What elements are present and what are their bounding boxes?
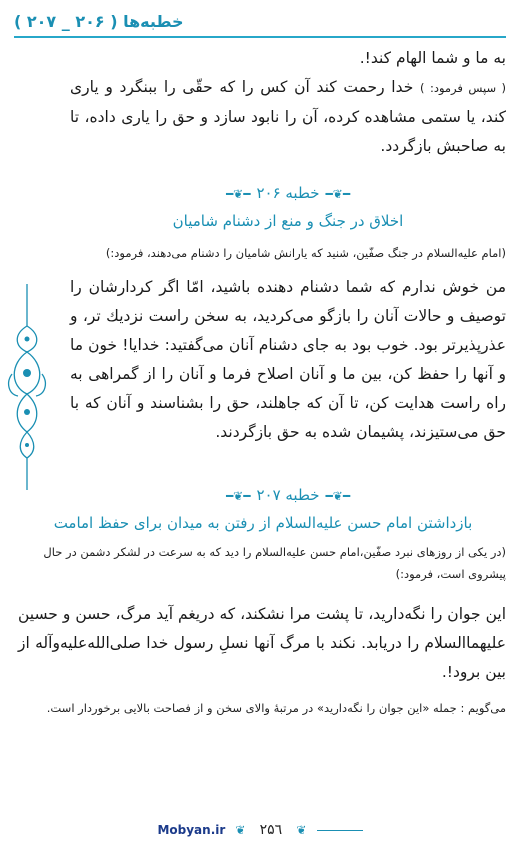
- sermon-206-subtitle: اخلاق در جنگ و منع از دشنام شامیان: [172, 212, 404, 230]
- intro-text: خدا رحمت کند آن کس را که حقّی را ببنگرد و یاری کند، یا ستمی مشاهده کرده، آن را نابود سازد و حق را یاری داده، تا به صاحبش بازگردد.: [70, 78, 506, 155]
- flourish-icon: ━❦━: [225, 489, 251, 503]
- sermon-207-subtitle: بازداشتن امام حسن علیه‌السلام از رفتن به میدان برای حفظ امامت: [53, 514, 473, 532]
- sermon-206-context: (امام علیه‌السلام در جنگ صفّین، شنید که یارانش شامیان را دشنام می‌دهند، فرمود:): [105, 246, 506, 260]
- footer-rule: [317, 830, 363, 831]
- sermon-207-heading-text: خطبه ۲۰۷: [256, 486, 320, 504]
- running-title: خطبه‌ها ( ۲۰۶ _ ۲۰۷ ): [14, 12, 184, 31]
- page-number: ۲۵٦: [259, 822, 283, 838]
- sermon-206-text: من خوش ندارم که شما دشنام دهنده باشید، امّا اگر کردارشان را توصیف و حالات آنان را بازگو می‌کردید، به سخن راست نزدیك تر، و عذرپذیرتر بود. خوب بود به جای دشنام آنان می‌گفتید: خدایا! خون ما و آنها را حفظ کن، بین ما و آنان اصلاح فرما و آنان را از گمراهی به راه راست هدایت کن، تا آن که جاهلند، حق را بشناسند و آنان که با حق می‌ستیزند، پشیمان شده به حق بازگردند.: [70, 278, 506, 441]
- page-footer: [0, 822, 520, 844]
- flourish-icon: ━❦━: [325, 187, 351, 201]
- site-brand: Mobyan.ir: [157, 823, 226, 837]
- sermon-206-heading: [70, 184, 506, 202]
- page-header: [14, 8, 506, 38]
- side-ornament-icon: [4, 282, 50, 492]
- sermon-206-heading-text: خطبه ۲۰۶: [256, 184, 320, 202]
- flourish-icon: ━❦━: [225, 187, 251, 201]
- intro-paragraph: [70, 73, 506, 161]
- flourish-icon: ❦: [235, 823, 246, 837]
- flourish-icon: ❦: [296, 823, 307, 837]
- sermon-207-heading: [70, 486, 506, 504]
- sermon-207-text: این جوان را نگه‌دارید، تا پشت مرا نشکند، که دریغم آید مرگ، حسن و حسین علیهماالسلام را دریابد. نکند با مرگ آنها نسلِ رسول خدا صلی‌الله‌علیه‌وآله از بین برود!.: [18, 605, 506, 681]
- intro-note: ( سپس فرمود: ): [420, 81, 506, 95]
- flourish-icon: ━❦━: [325, 489, 351, 503]
- sermon-207-context: (در یکی از روزهای نبرد صفّین،امام حسن علیه‌السلام را دید که به سرعت در لشکر دشمن در حال پیشروی است، فرمود:): [43, 545, 506, 581]
- intro-line: به ما و شما الهام کند!.: [359, 49, 506, 67]
- sermon-207-note: می‌گویم : جمله «این جوان را نگه‌دارید» در مرتبهٔ والای سخن و از فصاحت بالایی برخوردار است.: [46, 701, 506, 715]
